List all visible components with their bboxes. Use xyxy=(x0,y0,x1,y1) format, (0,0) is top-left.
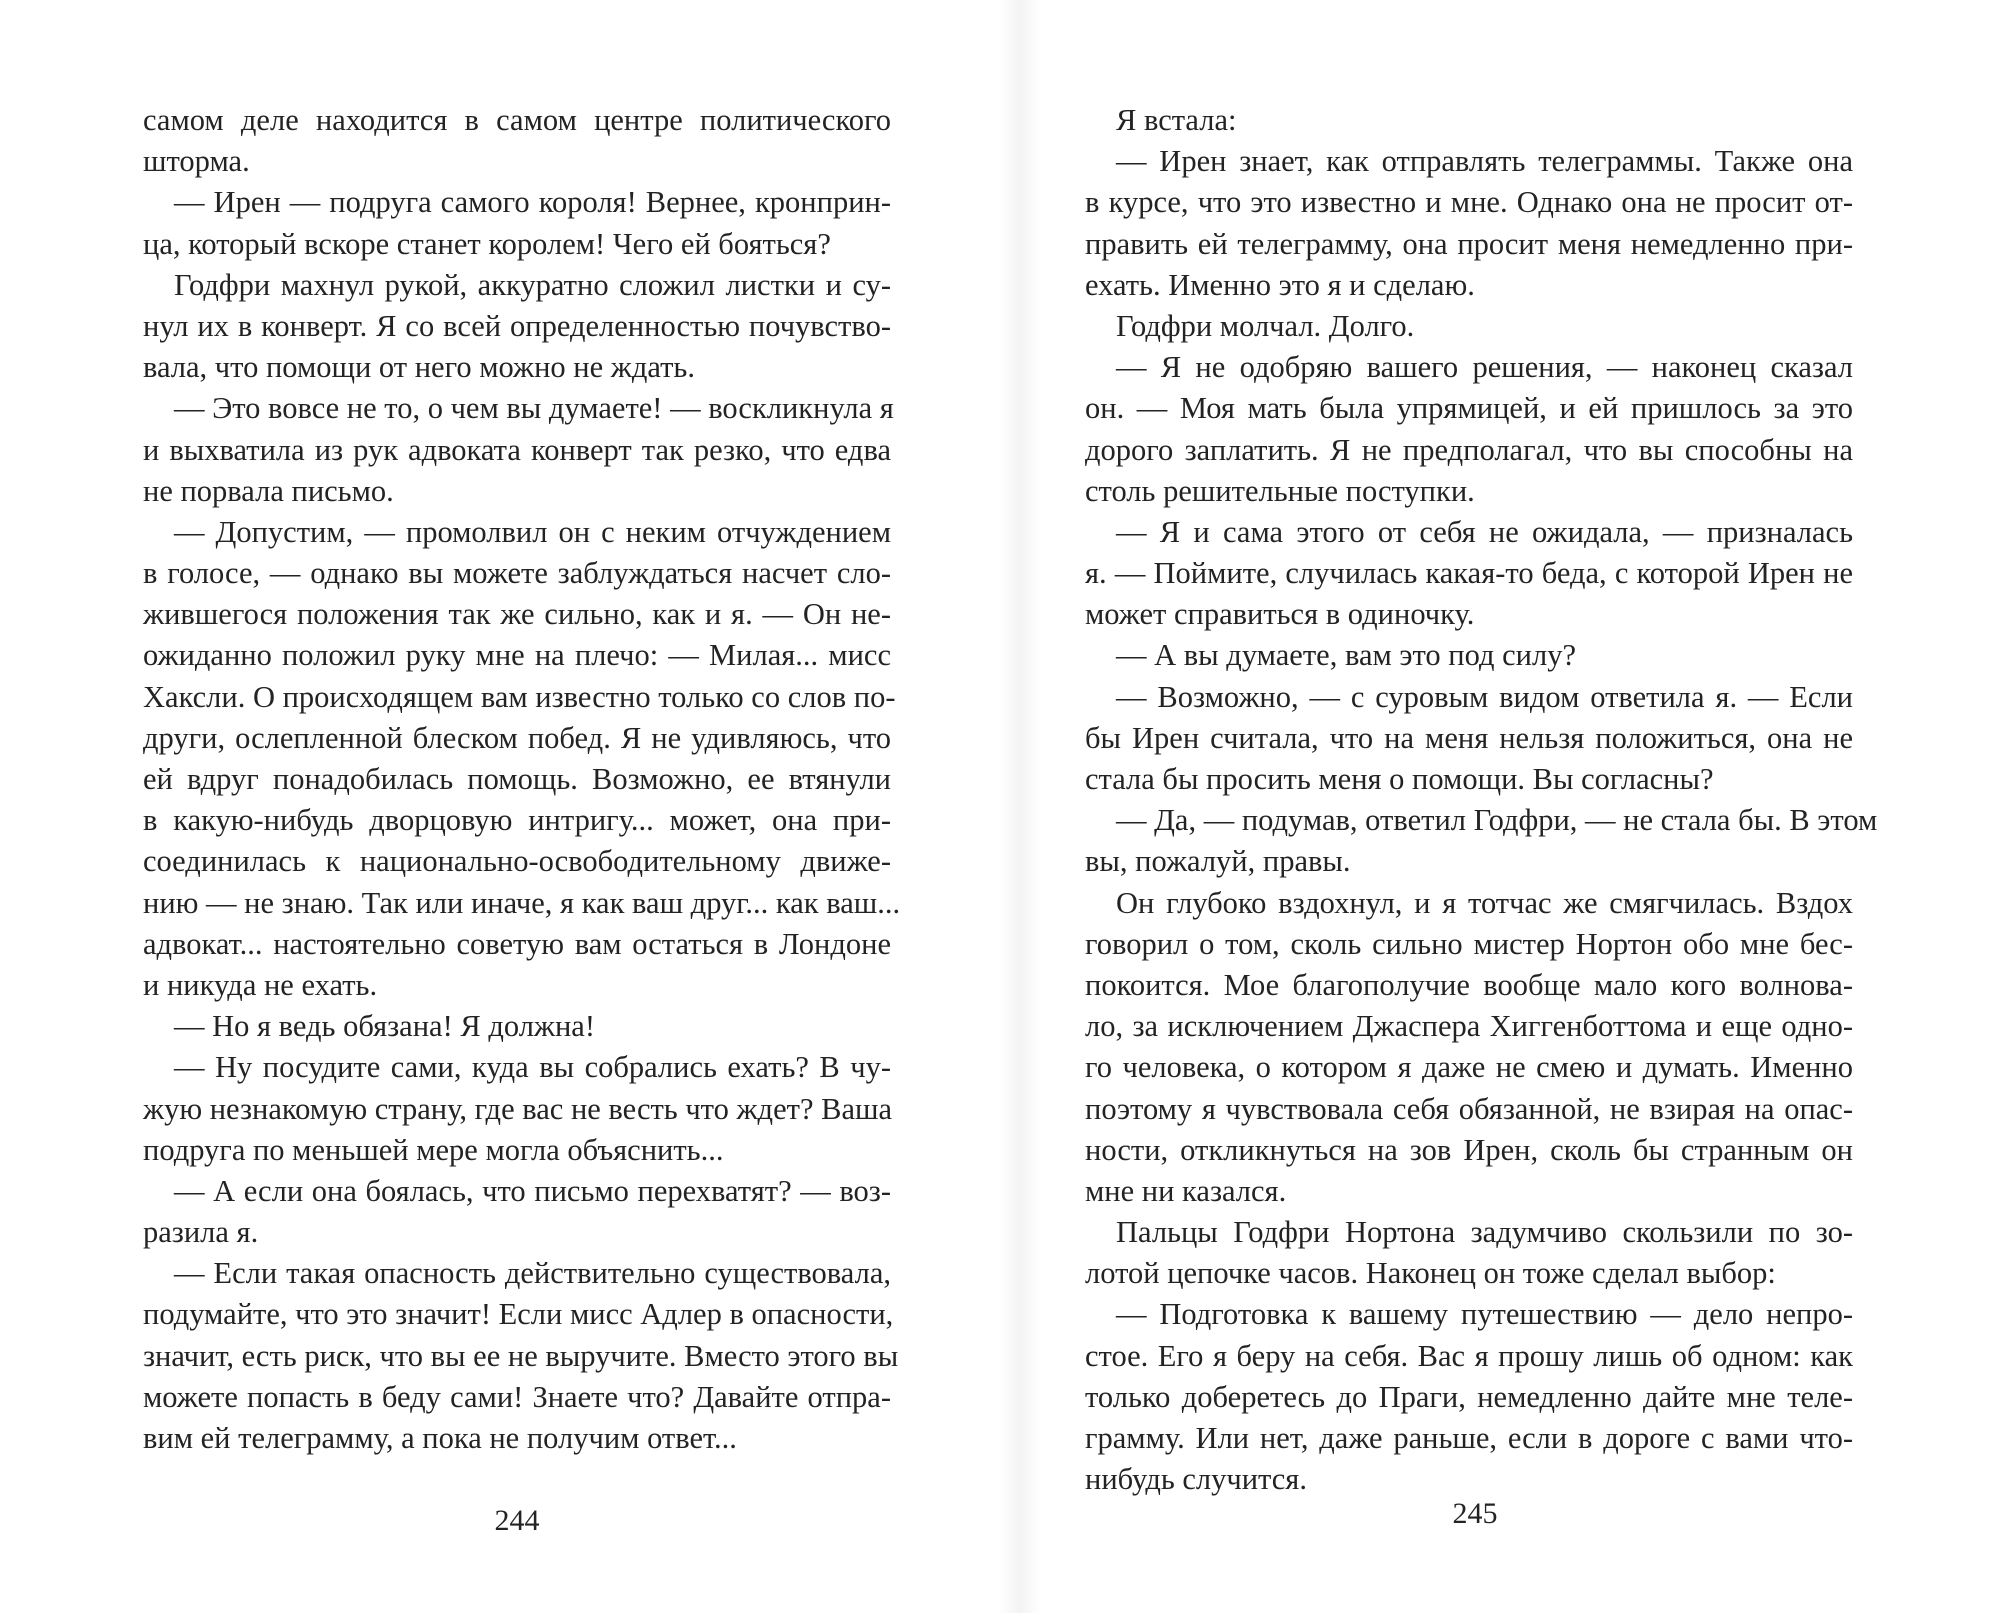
text-line: только доберетесь до Праги, немедленно дайте мне теле- xyxy=(1085,1379,1853,1414)
text-line: ности, откликнуться на зов Ирен, сколь бы странным он xyxy=(1085,1132,1853,1167)
text-line: и выхватила из рук адвоката конверт так резко, что едва xyxy=(143,432,891,467)
text-line: вала, что помощи от него можно не ждать. xyxy=(143,350,695,385)
text-line: столь решительные поступки. xyxy=(1085,473,1475,508)
text-line: Я встала: xyxy=(1116,103,1237,137)
text-line: шторма. xyxy=(143,144,250,179)
text-line: жую незнакомую страну, где вас не весть что ждет? Ваша xyxy=(143,1091,893,1126)
text-line: грамму. Или нет, даже раньше, если в дороге с вами что- xyxy=(1085,1421,1853,1455)
text-line: подруга по меньшей мере могла объяснить... xyxy=(143,1132,724,1167)
text-line: — Ирен — подруга самого короля! Вернее, кронприн- xyxy=(174,185,891,220)
text-line: — Я и сама этого от себя не ожидала, — призналась xyxy=(1116,514,1853,549)
text-line: — Если такая опасность действительно существовала, xyxy=(174,1256,891,1291)
text-line: разила я. xyxy=(143,1215,259,1250)
text-line: дорого заплатить. Я не предполагал, что вы способны на xyxy=(1085,432,1853,467)
text-line: в курсе, что это известно и мне. Однако она не просит от- xyxy=(1085,185,1853,220)
text-line: можете попасть в беду сами! Знаете что? Давайте отпра- xyxy=(143,1379,891,1414)
text-line: вим ей телеграмму, а пока не получим ответ... xyxy=(143,1421,737,1455)
text-line: значит, есть риск, что вы ее не выручите. Вместо этого вы xyxy=(143,1338,899,1373)
text-line: ца, который вскоре станет королем! Чего ей бояться? xyxy=(143,226,831,261)
text-line: и никуда не ехать. xyxy=(143,967,378,1002)
text-line: адвокат... настоятельно советую вам остаться в Лондоне xyxy=(143,926,891,961)
text-line: — Да, — подумав, ответил Годфри, — не стала бы. В этом xyxy=(1116,803,1878,838)
text-line: ей вдруг понадобилась помощь. Возможно, ее втянули xyxy=(143,762,891,796)
text-line: Годфри молчал. Долго. xyxy=(1116,308,1415,343)
text-line: подумайте, что это значит! Если мисс Адлер в опасности, xyxy=(143,1297,894,1332)
text-line: Годфри махнул рукой, аккуратно сложил листки и су- xyxy=(174,267,891,302)
text-line: нию — не знаю. Так или иначе, я как ваш друг... как ваш... xyxy=(143,885,901,920)
text-line: Он глубоко вздохнул, и я тотчас же смягчилась. Вздох xyxy=(1116,885,1853,920)
text-line: править ей телеграмму, она просит меня немедленно при- xyxy=(1085,226,1853,261)
right-page-text xyxy=(1085,100,1878,1500)
text-line: — Ну посудите сами, куда вы собрались ехать? В чу- xyxy=(174,1050,891,1085)
text-line: может справиться в одиночку. xyxy=(1085,597,1475,632)
text-line: покоится. Мое благополучие вообще мало кого волнова- xyxy=(1085,967,1853,1002)
text-line: вы, пожалуй, правы. xyxy=(1085,844,1351,879)
text-line: стала бы просить меня о помощи. Вы согласны? xyxy=(1085,762,1714,796)
text-line: — Я не одобряю вашего решения, — наконец сказал xyxy=(1116,350,1853,385)
left-page-text xyxy=(143,100,901,1459)
text-line: в голосе, — однако вы можете заблуждаться насчет сло- xyxy=(143,556,891,591)
text-line: — А вы думаете, вам это под силу? xyxy=(1116,638,1577,673)
text-line: говорил о том, сколь сильно мистер Нортон обо мне бес- xyxy=(1085,926,1853,961)
text-line: други, ослепленной блеском побед. Я не удивляюсь, что xyxy=(143,720,891,755)
text-line: мне ни казался. xyxy=(1085,1173,1287,1208)
text-line: — Подготовка к вашему путешествию — дело непро- xyxy=(1116,1297,1853,1332)
text-line: — Возможно, — с суровым видом ответила я. — Если xyxy=(1116,679,1853,714)
text-line: нибудь случится. xyxy=(1085,1462,1307,1497)
text-line: — А если она боялась, что письмо перехватят? — воз- xyxy=(174,1173,891,1208)
text-line: ло, за исключением Джаспера Хиггенботтома и еще одно- xyxy=(1085,1009,1853,1044)
text-line: ожиданно положил руку мне на плечо: — Милая... мисс xyxy=(143,638,891,673)
text-line: поэтому я чувствовала себя обязанной, не взирая на опас- xyxy=(1085,1091,1853,1126)
text-line: соединилась к национально-освободительному движе- xyxy=(143,844,891,879)
text-line: — Но я ведь обязана! Я должна! xyxy=(174,1009,595,1044)
text-line: в какую-нибудь дворцовую интригу... может, она при- xyxy=(143,803,891,838)
text-line: бы Ирен считала, что на меня нельзя положиться, она не xyxy=(1085,720,1853,755)
text-line: жившегося положения так же сильно, как и я. — Он не- xyxy=(143,597,891,632)
text-line: я. — Поймите, случилась какая-то беда, с которой Ирен не xyxy=(1085,556,1853,591)
text-line: лотой цепочке часов. Наконец он тоже сделал выбор: xyxy=(1085,1256,1776,1291)
text-line: го человека, о котором я даже не смею и думать. Именно xyxy=(1085,1050,1853,1085)
text-line: — Ирен знает, как отправлять телеграммы. Также она xyxy=(1116,144,1853,179)
text-line: стое. Его я беру на себя. Вас я прошу лишь об одном: как xyxy=(1085,1338,1853,1373)
text-line: — Это вовсе не то, о чем вы думаете! — воскликнула я xyxy=(174,391,894,426)
text-line: Пальцы Годфри Нортона задумчиво скользили по зо- xyxy=(1116,1215,1853,1250)
text-line: ехать. Именно это я и сделаю. xyxy=(1085,267,1475,302)
text-line: он. — Моя мать была упрямицей, и ей пришлось за это xyxy=(1085,391,1853,426)
text-line: нул их в конверт. Я со всей определенностью почувство- xyxy=(143,308,891,343)
right-page-number: 245 xyxy=(1452,1497,1498,1530)
text-line: — Допустим, — промолвил он с неким отчуждением xyxy=(174,514,891,549)
text-line: самом деле находится в самом центре политического xyxy=(143,103,891,137)
text-line: Хаксли. О происходящем вам известно только со слов по- xyxy=(143,679,896,714)
left-page-number: 244 xyxy=(494,1504,540,1537)
book-gutter xyxy=(1000,0,1040,1613)
text-line: не порвала письмо. xyxy=(143,473,394,508)
